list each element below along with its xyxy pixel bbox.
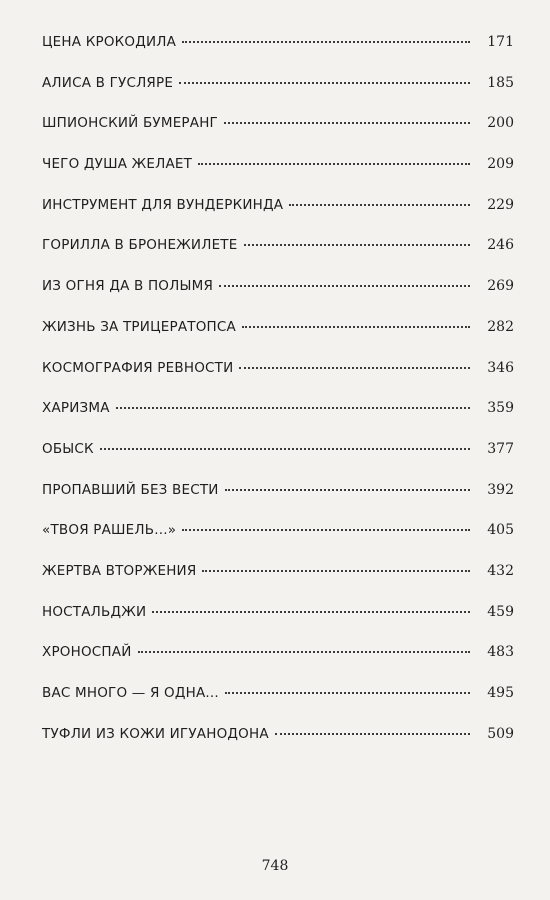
toc-entry-page: 495 — [487, 685, 514, 701]
toc-entry-title: ЖЕРТВА ВТОРЖЕНИЯ — [42, 562, 197, 579]
page-number: 748 — [261, 858, 289, 874]
toc-entry-page: 229 — [487, 196, 514, 213]
dot-leader — [244, 244, 471, 246]
toc-entry-title: ИЗ ОГНЯ ДА В ПОЛЫМЯ — [42, 278, 214, 295]
toc-entry-title: ХРОНОСПАЙ — [42, 644, 132, 661]
toc-entry[interactable] — [42, 681, 514, 722]
dot-leader — [152, 611, 470, 613]
toc-entry-page: 392 — [487, 481, 514, 498]
table-of-contents — [42, 30, 514, 762]
toc-entry-title: ШПИОНСКИЙ БУМЕРАНГ — [42, 115, 218, 132]
toc-entry[interactable] — [42, 722, 514, 763]
toc-entry[interactable] — [42, 437, 514, 478]
dot-leader — [138, 651, 470, 653]
toc-entry[interactable] — [42, 233, 514, 274]
toc-entry[interactable] — [42, 274, 514, 315]
toc-entry-page: 171 — [487, 34, 514, 50]
toc-entry-title: ОБЫСК — [42, 440, 94, 457]
toc-entry[interactable] — [42, 193, 514, 234]
dot-leader — [198, 163, 470, 165]
toc-entry-title: «ТВОЯ РАШЕЛЬ...» — [42, 522, 177, 539]
dot-leader — [182, 41, 470, 43]
toc-entry[interactable] — [42, 600, 514, 641]
dot-leader — [100, 448, 470, 450]
toc-entry-page: 209 — [487, 156, 514, 173]
toc-entry[interactable] — [42, 315, 514, 356]
toc-entry-page: 346 — [487, 359, 514, 376]
dot-leader — [182, 529, 470, 531]
toc-entry-page: 359 — [487, 400, 514, 417]
dot-leader — [179, 82, 470, 84]
toc-entry-page: 432 — [487, 562, 514, 579]
toc-entry[interactable] — [42, 640, 514, 681]
dot-leader — [116, 407, 470, 409]
toc-entry-page: 269 — [487, 278, 514, 295]
toc-entry[interactable] — [42, 111, 514, 152]
dot-leader — [219, 285, 470, 287]
dot-leader — [275, 733, 470, 735]
toc-entry-title: АЛИСА В ГУСЛЯРЕ — [42, 74, 174, 91]
dot-leader — [239, 367, 470, 369]
toc-entry-title: ЦЕНА КРОКОДИЛА — [42, 34, 177, 50]
toc-entry[interactable] — [42, 71, 514, 112]
toc-entry[interactable] — [42, 152, 514, 193]
toc-entry[interactable] — [42, 396, 514, 437]
toc-entry-title: НОСТАЛЬДЖИ — [42, 603, 147, 620]
toc-entry-title: ИНСТРУМЕНТ ДЛЯ ВУНДЕРКИНДА — [42, 196, 284, 213]
toc-entry-title: ХАРИЗМА — [42, 400, 110, 417]
toc-entry-title: ЧЕГО ДУША ЖЕЛАЕТ — [42, 156, 193, 173]
dot-leader — [289, 204, 470, 206]
toc-entry-page: 405 — [487, 522, 514, 539]
toc-entry-page: 509 — [487, 725, 514, 742]
toc-entry-title: ВАС МНОГО — Я ОДНА... — [42, 685, 219, 701]
toc-entry-title: КОСМОГРАФИЯ РЕВНОСТИ — [42, 359, 234, 376]
toc-entry-title: ГОРИЛЛА В БРОНЕЖИЛЕТЕ — [42, 237, 238, 254]
toc-entry[interactable] — [42, 478, 514, 519]
toc-entry[interactable] — [42, 559, 514, 600]
toc-entry-page: 185 — [487, 74, 514, 91]
toc-entry-title: ПРОПАВШИЙ БЕЗ ВЕСТИ — [42, 481, 219, 498]
dot-leader — [224, 122, 470, 124]
toc-entry[interactable] — [42, 518, 514, 559]
toc-entry[interactable] — [42, 356, 514, 397]
toc-entry-title: ТУФЛИ ИЗ КОЖИ ИГУАНОДОНА — [42, 725, 269, 742]
toc-entry-page: 200 — [487, 115, 514, 132]
toc-entry-page: 246 — [487, 237, 514, 254]
toc-entry[interactable] — [42, 30, 514, 71]
toc-entry-page: 377 — [487, 440, 514, 457]
toc-entry-page: 459 — [487, 603, 514, 620]
toc-entry-page: 282 — [487, 318, 514, 335]
dot-leader — [242, 326, 470, 328]
dot-leader — [202, 570, 470, 572]
dot-leader — [225, 489, 470, 491]
dot-leader — [225, 692, 470, 694]
toc-entry-page: 483 — [487, 644, 514, 661]
toc-entry-title: ЖИЗНЬ ЗА ТРИЦЕРАТОПСА — [42, 318, 236, 335]
